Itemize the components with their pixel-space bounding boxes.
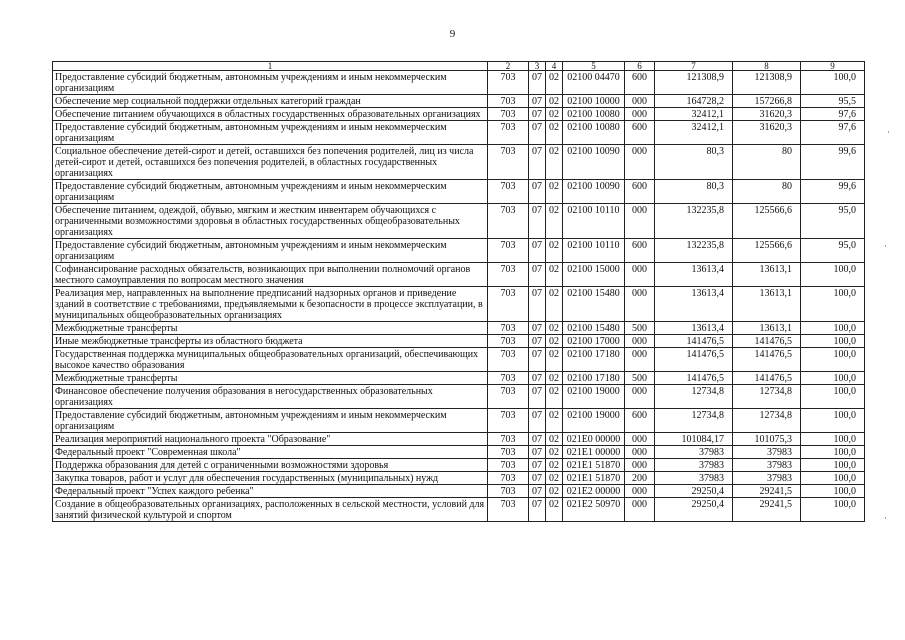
cell-rz: 07: [529, 263, 546, 287]
cell-ved: 703: [488, 498, 529, 522]
cell-rz: 07: [529, 459, 546, 472]
cell-fact: 141476,5: [733, 348, 801, 372]
table-row: [53, 322, 865, 335]
cell-vr: 000: [625, 108, 655, 121]
cell-pr: 02: [546, 322, 563, 335]
table-body: [53, 71, 865, 522]
cell-rz: 07: [529, 472, 546, 485]
cell-vr: 000: [625, 485, 655, 498]
cell-plan: 29250,4: [655, 498, 733, 522]
table-row: [53, 204, 865, 239]
cell-plan: 80,3: [655, 145, 733, 180]
cell-pct: 99,6: [801, 145, 865, 180]
scan-dot: ·: [887, 127, 890, 137]
budget-table: [52, 61, 865, 522]
cell-fact: 13613,1: [733, 263, 801, 287]
cell-pr: 02: [546, 485, 563, 498]
cell-plan: 32412,1: [655, 121, 733, 145]
cell-csr: 021E2 50970: [563, 498, 625, 522]
header-cell: 2: [488, 62, 529, 71]
cell-pr: 02: [546, 71, 563, 95]
cell-fact: 125566,6: [733, 204, 801, 239]
cell-pr: 02: [546, 145, 563, 180]
table-row: [53, 485, 865, 498]
cell-name: Предоставление субсидий бюджетным, автономным учреждениям и иным некоммерческим организациям: [53, 239, 488, 263]
table-row: [53, 239, 865, 263]
cell-ved: 703: [488, 409, 529, 433]
table-row: [53, 446, 865, 459]
cell-pr: 02: [546, 472, 563, 485]
cell-plan: 132235,8: [655, 239, 733, 263]
cell-pct: 100,0: [801, 263, 865, 287]
header-cell: 9: [801, 62, 865, 71]
cell-vr: 000: [625, 335, 655, 348]
cell-name: Иные межбюджетные трансферты из областного бюджета: [53, 335, 488, 348]
cell-csr: 02100 19000: [563, 385, 625, 409]
cell-pr: 02: [546, 372, 563, 385]
cell-vr: 500: [625, 322, 655, 335]
cell-pct: 100,0: [801, 287, 865, 322]
cell-csr: 02100 10090: [563, 145, 625, 180]
cell-ved: 703: [488, 335, 529, 348]
cell-name: Предоставление субсидий бюджетным, автономным учреждениям и иным некоммерческим организациям: [53, 409, 488, 433]
cell-plan: 141476,5: [655, 348, 733, 372]
cell-fact: 121308,9: [733, 71, 801, 95]
cell-fact: 141476,5: [733, 335, 801, 348]
cell-vr: 600: [625, 180, 655, 204]
cell-pct: 100,0: [801, 71, 865, 95]
cell-csr: 021E1 51870: [563, 459, 625, 472]
cell-pct: 95,5: [801, 95, 865, 108]
cell-pct: 100,0: [801, 472, 865, 485]
cell-pr: 02: [546, 108, 563, 121]
cell-plan: 141476,5: [655, 335, 733, 348]
cell-vr: 000: [625, 287, 655, 322]
cell-pct: 100,0: [801, 459, 865, 472]
cell-rz: 07: [529, 446, 546, 459]
cell-pct: 100,0: [801, 446, 865, 459]
cell-rz: 07: [529, 498, 546, 522]
cell-csr: 02100 17000: [563, 335, 625, 348]
cell-ved: 703: [488, 263, 529, 287]
cell-plan: 13613,4: [655, 287, 733, 322]
cell-vr: 600: [625, 71, 655, 95]
cell-csr: 021E1 51870: [563, 472, 625, 485]
header-cell: 4: [546, 62, 563, 71]
cell-plan: 132235,8: [655, 204, 733, 239]
cell-pr: 02: [546, 121, 563, 145]
cell-pr: 02: [546, 204, 563, 239]
cell-vr: 000: [625, 204, 655, 239]
page-number: 9: [449, 28, 456, 40]
table-row: [53, 459, 865, 472]
cell-vr: 000: [625, 95, 655, 108]
cell-rz: 07: [529, 372, 546, 385]
cell-pct: 99,6: [801, 180, 865, 204]
cell-pct: 95,0: [801, 204, 865, 239]
cell-csr: 02100 15480: [563, 287, 625, 322]
cell-plan: 121308,9: [655, 71, 733, 95]
table-row: [53, 433, 865, 446]
cell-name: Предоставление субсидий бюджетным, автономным учреждениям и иным некоммерческим организациям: [53, 71, 488, 95]
cell-pct: 95,0: [801, 239, 865, 263]
cell-ved: 703: [488, 145, 529, 180]
scan-dot: ·: [884, 241, 887, 251]
table-row: [53, 95, 865, 108]
cell-csr: 021E2 00000: [563, 485, 625, 498]
cell-pr: 02: [546, 348, 563, 372]
cell-name: Межбюджетные трансферты: [53, 322, 488, 335]
header-cell: 7: [655, 62, 733, 71]
cell-fact: 80: [733, 145, 801, 180]
cell-plan: 29250,4: [655, 485, 733, 498]
cell-rz: 07: [529, 335, 546, 348]
cell-name: Социальное обеспечение детей-сирот и детей, оставшихся без попечения родителей, лиц из числа детей-сирот и детей, оставшихся без попечения родителей, в областных государственных организациях: [53, 145, 488, 180]
header-cell: 3: [529, 62, 546, 71]
cell-vr: 600: [625, 121, 655, 145]
cell-csr: 02100 10080: [563, 121, 625, 145]
cell-fact: 13613,1: [733, 322, 801, 335]
cell-fact: 13613,1: [733, 287, 801, 322]
scan-dot: ·: [884, 513, 887, 523]
cell-ved: 703: [488, 287, 529, 322]
cell-pr: 02: [546, 95, 563, 108]
cell-plan: 80,3: [655, 180, 733, 204]
cell-vr: 000: [625, 263, 655, 287]
cell-pr: 02: [546, 180, 563, 204]
cell-ved: 703: [488, 433, 529, 446]
cell-rz: 07: [529, 108, 546, 121]
cell-rz: 07: [529, 322, 546, 335]
cell-vr: 200: [625, 472, 655, 485]
cell-csr: 021E0 00000: [563, 433, 625, 446]
table-row: [53, 335, 865, 348]
cell-pct: 100,0: [801, 322, 865, 335]
cell-rz: 07: [529, 385, 546, 409]
cell-pct: 100,0: [801, 348, 865, 372]
cell-name: Обеспечение питанием обучающихся в областных государственных образовательных организациях: [53, 108, 488, 121]
table-row: [53, 145, 865, 180]
cell-ved: 703: [488, 95, 529, 108]
table-row: [53, 287, 865, 322]
cell-pct: 97,6: [801, 108, 865, 121]
cell-name: Закупка товаров, работ и услуг для обеспечения государственных (муниципальных) нужд: [53, 472, 488, 485]
cell-plan: 13613,4: [655, 322, 733, 335]
cell-name: Поддержка образования для детей с ограниченными возможностями здоровья: [53, 459, 488, 472]
cell-fact: 37983: [733, 446, 801, 459]
cell-name: Федеральный проект "Успех каждого ребенка": [53, 485, 488, 498]
cell-plan: 37983: [655, 446, 733, 459]
table-row: [53, 372, 865, 385]
cell-csr: 02100 10000: [563, 95, 625, 108]
table-row: [53, 385, 865, 409]
cell-plan: 12734,8: [655, 385, 733, 409]
cell-pr: 02: [546, 385, 563, 409]
cell-fact: 157266,8: [733, 95, 801, 108]
cell-rz: 07: [529, 239, 546, 263]
cell-vr: 500: [625, 372, 655, 385]
cell-rz: 07: [529, 180, 546, 204]
cell-fact: 101075,3: [733, 433, 801, 446]
cell-pct: 100,0: [801, 409, 865, 433]
cell-ved: 703: [488, 459, 529, 472]
table-row: [53, 180, 865, 204]
cell-pr: 02: [546, 409, 563, 433]
table-row: [53, 108, 865, 121]
cell-ved: 703: [488, 121, 529, 145]
cell-ved: 703: [488, 485, 529, 498]
cell-vr: 000: [625, 348, 655, 372]
table-row: [53, 121, 865, 145]
cell-fact: 29241,5: [733, 485, 801, 498]
cell-vr: 600: [625, 409, 655, 433]
cell-name: Реализация мероприятий национального проекта "Образование": [53, 433, 488, 446]
cell-pr: 02: [546, 239, 563, 263]
cell-pct: 97,6: [801, 121, 865, 145]
table-row: [53, 472, 865, 485]
cell-pct: 100,0: [801, 433, 865, 446]
cell-csr: 02100 15480: [563, 322, 625, 335]
cell-name: Реализация мер, направленных на выполнение предписаний надзорных органов и приведение зданий в соответствие с требованиями, предъявляемыми к безопасности в процессе эксплуатации, в муниципальных общеобразовательных организациях: [53, 287, 488, 322]
cell-rz: 07: [529, 204, 546, 239]
cell-plan: 12734,8: [655, 409, 733, 433]
cell-pct: 100,0: [801, 385, 865, 409]
cell-name: Межбюджетные трансферты: [53, 372, 488, 385]
cell-rz: 07: [529, 145, 546, 180]
cell-vr: 000: [625, 498, 655, 522]
table-row: [53, 409, 865, 433]
cell-ved: 703: [488, 446, 529, 459]
cell-name: Создание в общеобразовательных организациях, расположенных в сельской местности, условий для занятий физической культурой и спортом: [53, 498, 488, 522]
cell-fact: 125566,6: [733, 239, 801, 263]
cell-rz: 07: [529, 348, 546, 372]
header-cell: 1: [53, 62, 488, 71]
cell-rz: 07: [529, 409, 546, 433]
cell-csr: 02100 19000: [563, 409, 625, 433]
cell-plan: 164728,2: [655, 95, 733, 108]
cell-ved: 703: [488, 71, 529, 95]
cell-rz: 07: [529, 485, 546, 498]
cell-fact: 29241,5: [733, 498, 801, 522]
cell-rz: 07: [529, 287, 546, 322]
cell-pct: 100,0: [801, 372, 865, 385]
cell-plan: 32412,1: [655, 108, 733, 121]
cell-name: Государственная поддержка муниципальных общеобразовательных организаций, обеспечивающих высокое качество образования: [53, 348, 488, 372]
cell-ved: 703: [488, 108, 529, 121]
cell-ved: 703: [488, 385, 529, 409]
cell-rz: 07: [529, 71, 546, 95]
cell-pct: 100,0: [801, 485, 865, 498]
table-row: [53, 71, 865, 95]
cell-plan: 37983: [655, 472, 733, 485]
cell-rz: 07: [529, 95, 546, 108]
cell-pr: 02: [546, 335, 563, 348]
cell-fact: 37983: [733, 459, 801, 472]
cell-fact: 12734,8: [733, 385, 801, 409]
cell-ved: 703: [488, 239, 529, 263]
cell-plan: 13613,4: [655, 263, 733, 287]
cell-csr: 02100 10110: [563, 239, 625, 263]
cell-name: Обеспечение мер социальной поддержки отдельных категорий граждан: [53, 95, 488, 108]
cell-name: Обеспечение питанием, одеждой, обувью, мягким и жестким инвентарем обучающихся с ограниченными возможностями здоровья в областных государственных общеобразовательных организациях: [53, 204, 488, 239]
cell-vr: 000: [625, 385, 655, 409]
header-row: [53, 62, 865, 71]
cell-ved: 703: [488, 372, 529, 385]
header-cell: 8: [733, 62, 801, 71]
cell-plan: 101084,17: [655, 433, 733, 446]
cell-name: Софинансирование расходных обязательств, возникающих при выполнении полномочий органов местного самоуправления по вопросам местного значения: [53, 263, 488, 287]
table-row: [53, 498, 865, 522]
header-cell: 5: [563, 62, 625, 71]
cell-csr: 02100 10110: [563, 204, 625, 239]
cell-ved: 703: [488, 180, 529, 204]
cell-vr: 000: [625, 446, 655, 459]
cell-pr: 02: [546, 287, 563, 322]
cell-pr: 02: [546, 433, 563, 446]
cell-ved: 703: [488, 322, 529, 335]
cell-pr: 02: [546, 498, 563, 522]
cell-pr: 02: [546, 263, 563, 287]
cell-pr: 02: [546, 459, 563, 472]
table-row: [53, 263, 865, 287]
table-row: [53, 348, 865, 372]
cell-csr: 02100 04470: [563, 71, 625, 95]
cell-name: Финансовое обеспечение получения образования в негосударственных образовательных организациях: [53, 385, 488, 409]
cell-rz: 07: [529, 433, 546, 446]
cell-ved: 703: [488, 204, 529, 239]
cell-ved: 703: [488, 472, 529, 485]
cell-csr: 02100 17180: [563, 348, 625, 372]
cell-rz: 07: [529, 121, 546, 145]
cell-pct: 100,0: [801, 335, 865, 348]
header-cell: 6: [625, 62, 655, 71]
cell-fact: 31620,3: [733, 121, 801, 145]
cell-vr: 000: [625, 433, 655, 446]
cell-name: Предоставление субсидий бюджетным, автономным учреждениям и иным некоммерческим организациям: [53, 121, 488, 145]
cell-csr: 02100 10090: [563, 180, 625, 204]
cell-fact: 141476,5: [733, 372, 801, 385]
cell-vr: 000: [625, 145, 655, 180]
cell-csr: 021E1 00000: [563, 446, 625, 459]
cell-pr: 02: [546, 446, 563, 459]
cell-name: Предоставление субсидий бюджетным, автономным учреждениям и иным некоммерческим организациям: [53, 180, 488, 204]
cell-ved: 703: [488, 348, 529, 372]
cell-vr: 000: [625, 459, 655, 472]
cell-csr: 02100 10080: [563, 108, 625, 121]
cell-vr: 600: [625, 239, 655, 263]
cell-fact: 37983: [733, 472, 801, 485]
cell-pct: 100,0: [801, 498, 865, 522]
cell-plan: 37983: [655, 459, 733, 472]
cell-fact: 80: [733, 180, 801, 204]
cell-plan: 141476,5: [655, 372, 733, 385]
cell-fact: 12734,8: [733, 409, 801, 433]
cell-fact: 31620,3: [733, 108, 801, 121]
cell-csr: 02100 15000: [563, 263, 625, 287]
cell-name: Федеральный проект "Современная школа": [53, 446, 488, 459]
cell-csr: 02100 17180: [563, 372, 625, 385]
